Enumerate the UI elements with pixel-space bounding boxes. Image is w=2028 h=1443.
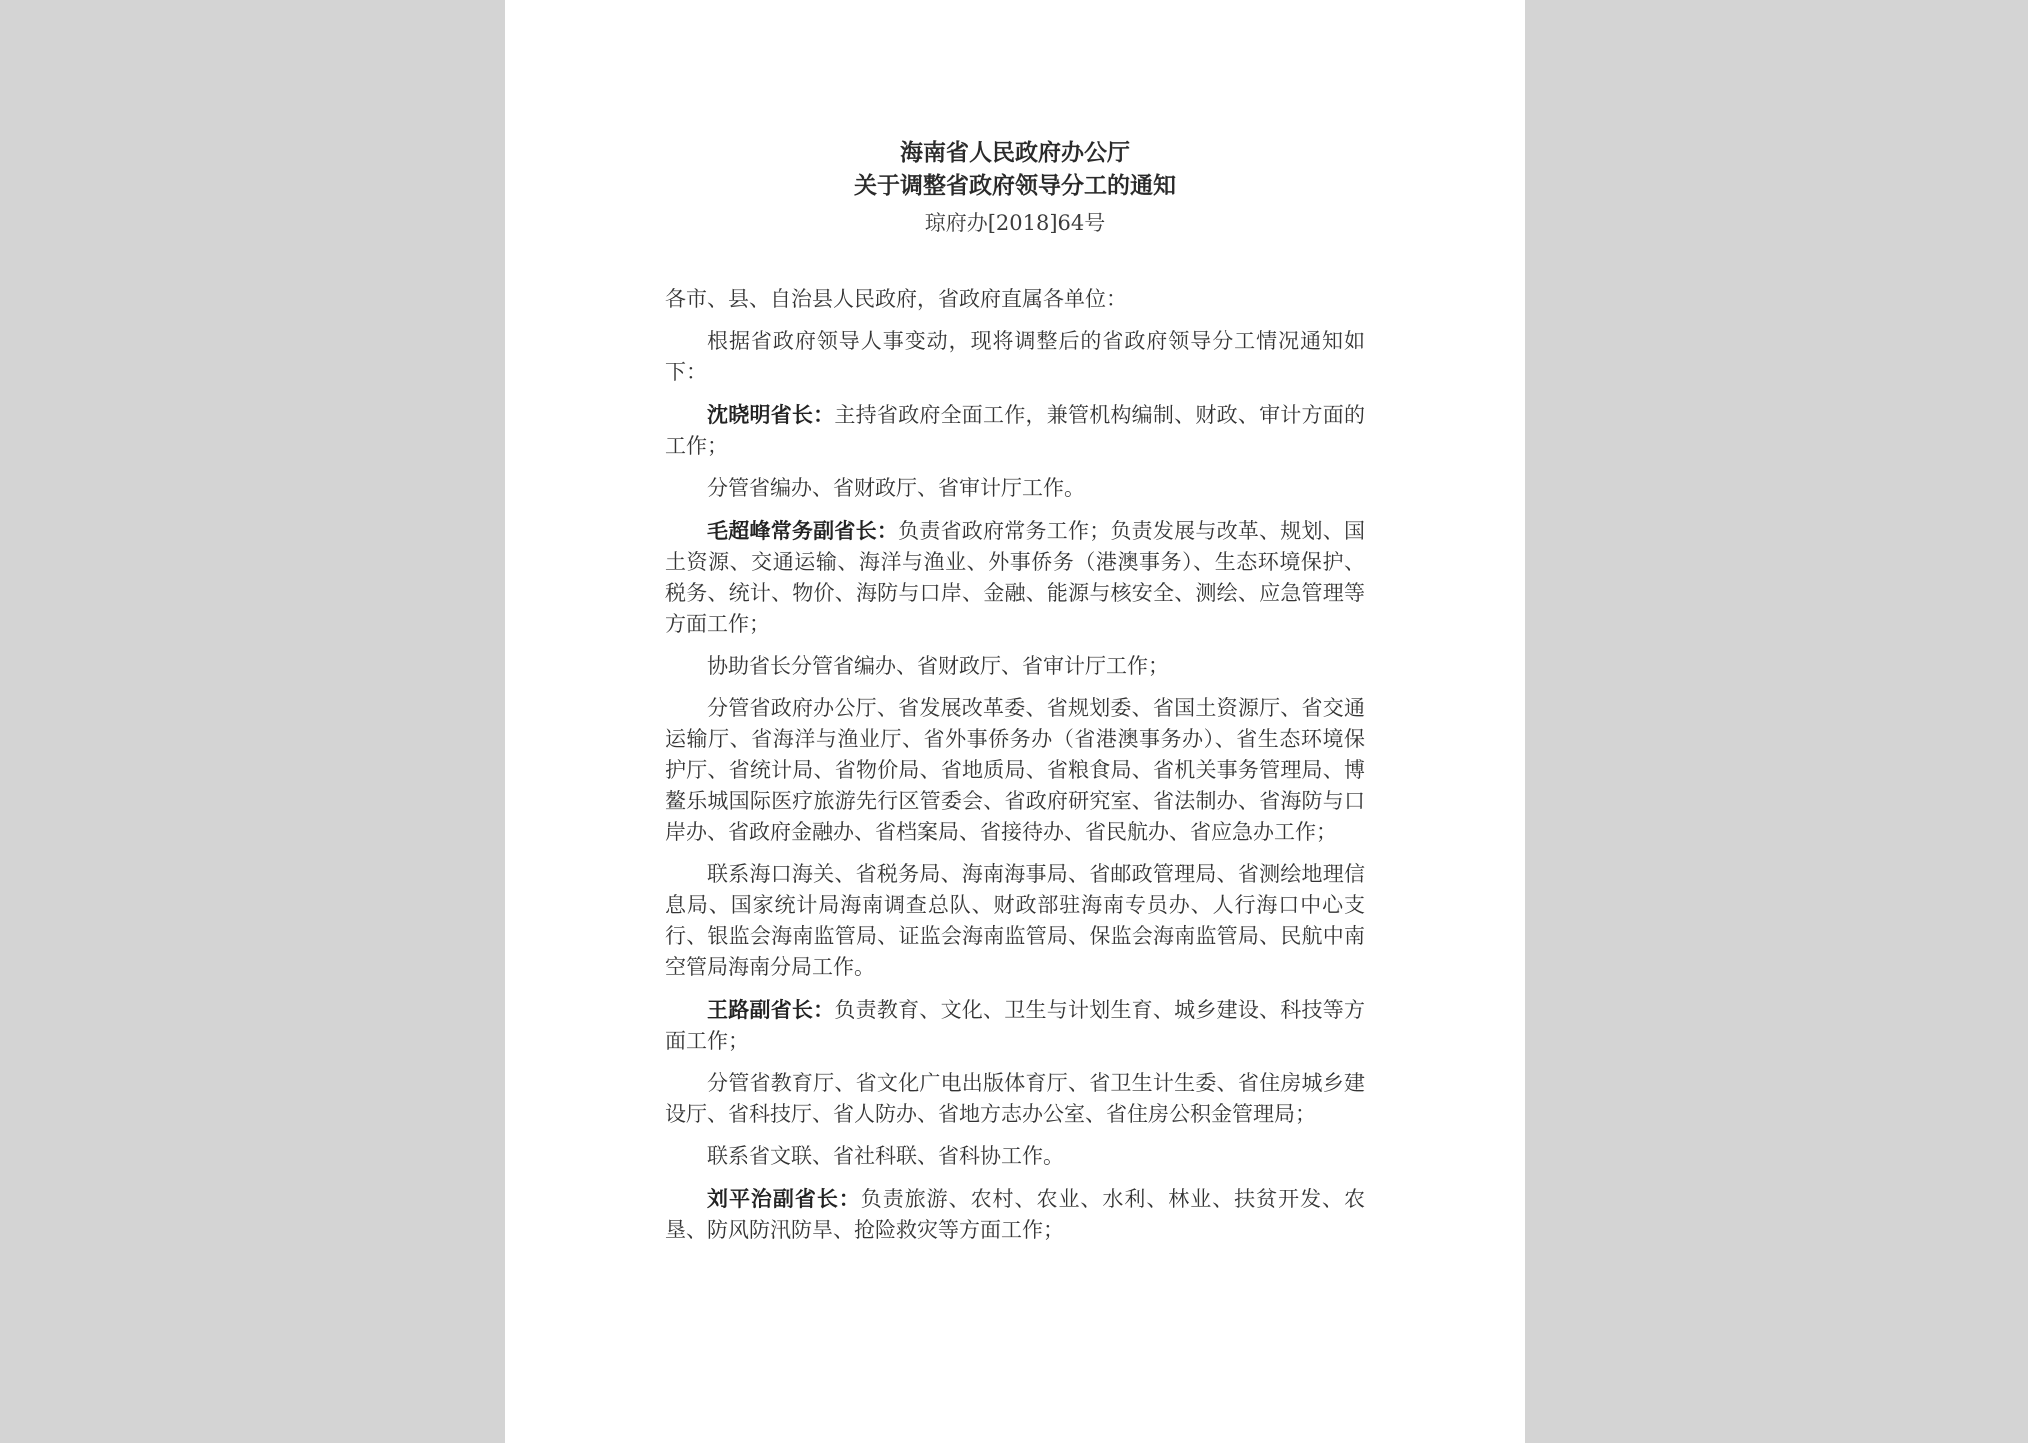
document-page	[505, 0, 1525, 1443]
paragraph-wang-liaison: 联系省文联、省社科联、省科协工作。	[707, 1144, 1064, 1168]
paragraph-text: 负责教育、文化、卫生与计划生育、城乡建设、科技等方面工作；	[665, 998, 1366, 1053]
paragraph-liu-pingzhi	[665, 1183, 1365, 1246]
paragraph-text: 主持省政府全面工作，兼管机构编制、财政、审计方面的工作；	[665, 403, 1366, 458]
paragraph-shen-xiaoming	[665, 399, 1365, 462]
paragraph-mao-liaison: 联系海口海关、省税务局、海南海事局、省邮政管理局、省测绘地理信息局、国家统计局海南调查总队、财政部驻海南专员办、人行海口中心支行、银监会海南监管局、证监会海南监管局、保监会海南监管局、民航中南空管局海南分局工作。	[665, 862, 1365, 979]
official-label: 刘平治副省长：	[707, 1186, 861, 1211]
paragraph-shen-duties: 分管省编办、省财政厅、省审计厅工作。	[707, 476, 1085, 500]
paragraph-text: 负责旅游、农村、农业、水利、林业、扶贫开发、农垦、防风防汛防旱、抢险救灾等方面工作；	[665, 1187, 1366, 1242]
paragraph-text: 负责省政府常务工作；负责发展与改革、规划、国土资源、交通运输、海洋与渔业、外事侨务（港澳事务）、生态环境保护、税务、统计、物价、海防与口岸、金融、能源与核安全、测绘、应急管理等方面工作；	[665, 519, 1366, 636]
paragraph-mao-assist: 协助省长分管省编办、省财政厅、省审计厅工作；	[707, 654, 1169, 678]
official-label: 毛超峰常务副省长：	[707, 518, 899, 543]
paragraph-wang-lu	[665, 994, 1365, 1057]
document-body	[665, 284, 1365, 1257]
official-label: 沈晓明省长：	[707, 402, 835, 427]
paragraph-wang-manage: 分管省教育厅、省文化广电出版体育厅、省卫生计生委、省住房城乡建设厅、省科技厅、省人防办、省地方志办公室、省住房公积金管理局；	[665, 1071, 1365, 1126]
paragraph-mao-chaofeng	[665, 515, 1365, 640]
title-line-2: 关于调整省政府领导分工的通知	[854, 172, 1176, 199]
document-number: 琼府办[2018]64号	[924, 211, 1106, 235]
salutation: 各市、县、自治县人民政府，省政府直属各单位：	[665, 287, 1127, 311]
intro-paragraph: 根据省政府领导人事变动，现将调整后的省政府领导分工情况通知如下：	[665, 329, 1365, 384]
title-line-1: 海南省人民政府办公厅	[900, 139, 1130, 166]
official-label: 王路副省长：	[707, 997, 835, 1022]
paragraph-mao-manage: 分管省政府办公厅、省发展改革委、省规划委、省国土资源厅、省交通运输厅、省海洋与渔业厅、省外事侨务办（省港澳事务办）、省生态环境保护厅、省统计局、省物价局、省地质局、省粮食局、省机关事务管理局、博鳌乐城国际医疗旅游先行区管委会、省政府研究室、省法制办、省海防与口岸办、省政府金融办、省档案局、省接待办、省民航办、省应急办工作；	[665, 696, 1365, 844]
